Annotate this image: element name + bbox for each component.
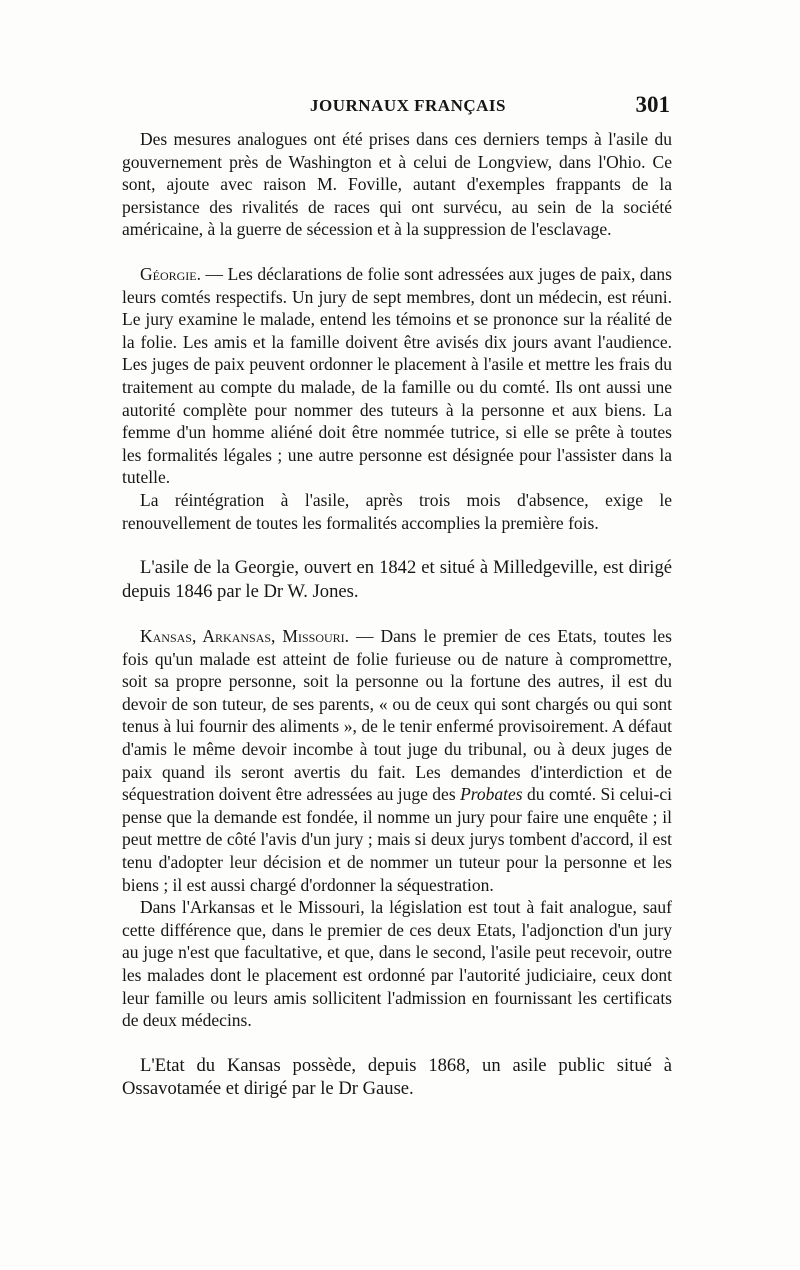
paragraph-arkansas-missouri: Dans l'Arkansas et le Missouri, la législation est tout à fait analogue, sauf cette différence que, dans le premier de ces deux Etats, l'adjonction d'un jury au juge n'est que facultative, et que, dans le second, l'asile peut recevoir, outre les malades dont le placement est ordonné par l'autorité judiciaire, ceux dont leur famille ou leurs amis sollicitent l'admission en fournissant les certificats de deux médecins. xyxy=(122,897,672,1031)
paragraph-kansas-text-a: — Dans le premier de ces Etats, toutes les fois qu'un malade est atteint de folie furieuse ou de nature à compromettre, soit sa propre personne, soit la personne ou la fortune des autres, il est du devoir de son tuteur, de ses parents, « ou de ceux qui sont chargés ou qui sont tenus à lui fournir des aliments », de le tenir enfermé provisoirement. A défaut d'amis le même devoir incombe à tout juge du tribunal, ou à deux juges de paix quand ils seront avertis du fait. Les demandes d'interdiction et de séquestration doivent être adressées au juge des xyxy=(122,626,672,805)
page-header xyxy=(122,92,670,122)
term-probates: Probates xyxy=(460,784,523,805)
paragraph-georgia-asylum: L'asile de la Georgie, ouvert en 1842 et situé à Milledgeville, est dirigé depuis 1846 par le Dr W. Jones. xyxy=(122,557,672,602)
section-heading-georgia: Géorgie. xyxy=(140,263,202,284)
running-title: JOURNAUX FRANÇAIS xyxy=(310,96,506,115)
paragraph-foville-rivalries: Des mesures analogues ont été prises dans ces derniers temps à l'asile du gouvernement près de Washington et à celui de Longview, dans l'Ohio. Ce sont, ajoute avec raison M. Foville, autant d'exemples frappants de la persistance des rivalités de races qui ont survécu, au sein de la société américaine, à la guerre de sécession et à la suppression de l'esclavage. xyxy=(122,129,672,240)
section-heading-kansas-arkansas-missouri: Kansas, Arkansas, Missouri. xyxy=(140,626,350,647)
paragraph-kansas-arkansas-missouri xyxy=(122,625,672,896)
page-number: 301 xyxy=(635,92,670,117)
paragraph-kansas-asylum: L'Etat du Kansas possède, depuis 1868, un asile public situé à Ossavotamée et dirigé par le Dr Gause. xyxy=(122,1054,672,1100)
paragraph-reintegration: La réintégration à l'asile, après trois mois d'absence, exige le renouvellement de toutes les formalités accomplies la première fois. xyxy=(122,489,672,533)
paragraph-georgia-text: — Les déclarations de folie sont adressées aux juges de paix, dans leurs comtés respectifs. Un jury de sept membres, dont un médecin, est réuni. Le jury examine le malade, entend les témoins et se prononce sur la réalité de la folie. Les amis et la famille doivent être avisés dix jours avant l'audience. Les juges de paix peuvent ordonner le placement à l'asile et mettre les frais du traitement au compte du malade, de la famille ou du comté. Ils ont aussi une autorité complète pour nommer des tuteurs à la personne et aux biens. La femme d'un homme aliéné doit être nommée tutrice, si elle se prête à toutes les formalités légales ; une autre personne est désignée pour l'assister dans la tutelle. xyxy=(122,263,672,488)
page-body xyxy=(122,128,672,1101)
paragraph-kansas-text-b: du comté. Si celui-ci pense que la demande est fondée, il nomme un jury pour faire une enquête ; il peut mettre de côté l'avis d'un jury ; mais si deux jurys tombent d'accord, il est tenu d'adopter leur décision et de nommer un tuteur pour la personne et les biens ; il est aussi chargé d'ordonner la séquestration. xyxy=(122,784,672,895)
paragraph-georgia xyxy=(122,263,672,489)
